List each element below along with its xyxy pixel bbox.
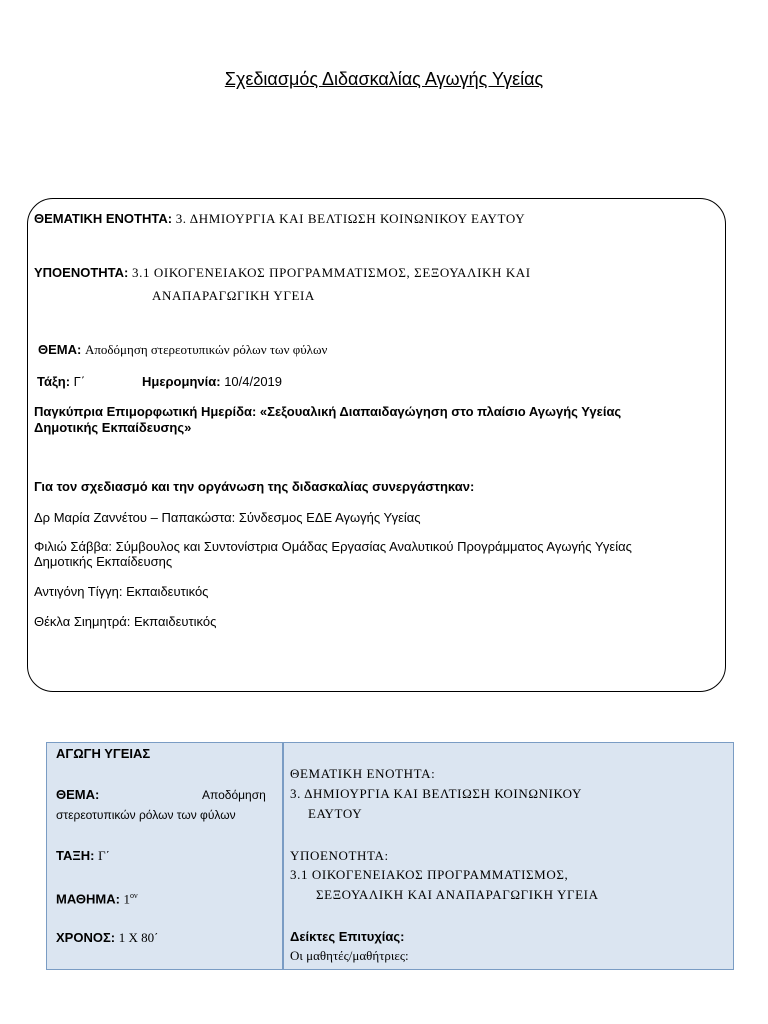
table-time-value: 1 Χ 80΄ xyxy=(118,930,159,945)
table-column-divider xyxy=(282,742,284,970)
collaborator-1: Δρ Μαρία Ζαννέτου – Παπακώστα: Σύνδεσμος ΕΔΕ Αγωγής Υγείας xyxy=(34,510,421,525)
success-indicators-label: Δείκτες Επιτυχίας: xyxy=(290,929,405,944)
date-value: 10/4/2019 xyxy=(224,374,283,389)
table-lesson-suffix: ον xyxy=(130,891,138,900)
class-line xyxy=(37,374,85,390)
topic-value: Αποδόμηση στερεοτυπικών ρόλων των φύλων xyxy=(84,342,328,357)
topic-label: ΘΕΜΑ: xyxy=(38,342,82,357)
thematic-unit-label: ΘΕΜΑΤΙΚΗ ΕΝΟΤΗΤΑ: xyxy=(34,211,173,226)
event-title: Παγκύπρια Επιμορφωτική Ημερίδα: «Σεξουαλική Διαπαιδαγώγηση στο πλαίσιο Αγωγής Υγείας xyxy=(34,404,622,419)
thematic-unit-line xyxy=(34,211,525,227)
table-class-value: Γ΄ xyxy=(98,848,110,863)
table-subunit-label: ΥΠΟΕΝΟΤΗΤΑ: xyxy=(290,848,389,863)
table-time-line xyxy=(56,930,158,946)
table-topic-word: Αποδόμηση xyxy=(202,788,266,802)
subject-heading: ΑΓΩΓΗ ΥΓΕΙΑΣ xyxy=(56,746,151,761)
table-lesson-label: ΜΑΘΗΜΑ: xyxy=(56,891,120,907)
students-line: Οι μαθητές/μαθήτριες: xyxy=(290,948,409,963)
collaborator-2: Φιλιώ Σάββα: Σύμβουλος και Συντονίστρια Ομάδας Εργασίας Αναλυτικού Προγράμματος Αγωγής Υγείας xyxy=(34,539,632,554)
date-label: Ημερομηνία: xyxy=(142,374,221,389)
table-thematic-value: 3. ΔΗΜΙΟΥΡΓΙΑ ΚΑΙ ΒΕΛΤΙΩΣΗ ΚΟΙΝΩΝΙΚΟΥ xyxy=(290,786,582,801)
thematic-unit-value: 3. ΔΗΜΙΟΥΡΓΙΑ ΚΑΙ ΒΕΛΤΙΩΣΗ ΚΟΙΝΩΝΙΚΟΥ ΕΑΥΤΟΥ xyxy=(175,211,526,226)
table-time-label: ΧΡΟΝΟΣ: xyxy=(56,930,116,945)
collaborator-3: Αντιγόνη Τίγγη: Εκπαιδευτικός xyxy=(34,584,209,599)
collaborator-4: Θέκλα Σιημητρά: Εκπαιδευτικός xyxy=(34,614,217,629)
collaborators-heading: Για τον σχεδιασμό και την οργάνωση της διδασκαλίας συνεργάστηκαν: xyxy=(34,479,475,494)
table-class-label: ΤΑΞΗ: xyxy=(56,848,95,863)
table-thematic-value-continued: ΕΑΥΤΟΥ xyxy=(308,806,363,821)
table-topic-value: στερεοτυπικών ρόλων των φύλων xyxy=(56,808,236,822)
event-title-continued: Δημοτικής Εκπαίδευσης» xyxy=(34,420,192,435)
subunit-line xyxy=(34,265,531,281)
subunit-label: ΥΠΟΕΝΟΤΗΤΑ: xyxy=(34,265,129,280)
subunit-value-continued: ΑΝΑΠΑΡΑΓΩΓΙΚΗ ΥΓΕΙΑ xyxy=(152,288,315,303)
collaborator-2-continued: Δημοτικής Εκπαίδευσης xyxy=(34,554,173,569)
table-thematic-label: ΘΕΜΑΤΙΚΗ ΕΝΟΤΗΤΑ: xyxy=(290,766,436,781)
document-title: Σχεδιασμός Διδασκαλίας Αγωγής Υγείας xyxy=(224,69,544,89)
class-value: Γ΄ xyxy=(73,374,86,389)
topic-line xyxy=(38,342,327,358)
table-topic-label: ΘΕΜΑ: xyxy=(56,787,100,802)
date-line xyxy=(142,374,282,390)
subunit-value: 3.1 ΟΙΚΟΓΕΝΕΙΑΚΟΣ ΠΡΟΓΡΑΜΜΑΤΙΣΜΟΣ, ΣΕΞΟΥΑΛΙΚΗ ΚΑΙ xyxy=(132,265,531,280)
table-lesson-value: 1 xyxy=(123,891,131,907)
table-subunit-value: 3.1 ΟΙΚΟΓΕΝΕΙΑΚΟΣ ΠΡΟΓΡΑΜΜΑΤΙΣΜΟΣ, xyxy=(290,867,569,882)
table-subunit-value-continued: ΣΕΞΟΥΑΛΙΚΗ ΚΑΙ ΑΝΑΠΑΡΑΓΩΓΙΚΗ ΥΓΕΙΑ xyxy=(316,887,599,902)
table-lesson-line xyxy=(56,888,138,907)
table-class-line xyxy=(56,848,110,864)
class-label: Τάξη: xyxy=(37,374,71,389)
